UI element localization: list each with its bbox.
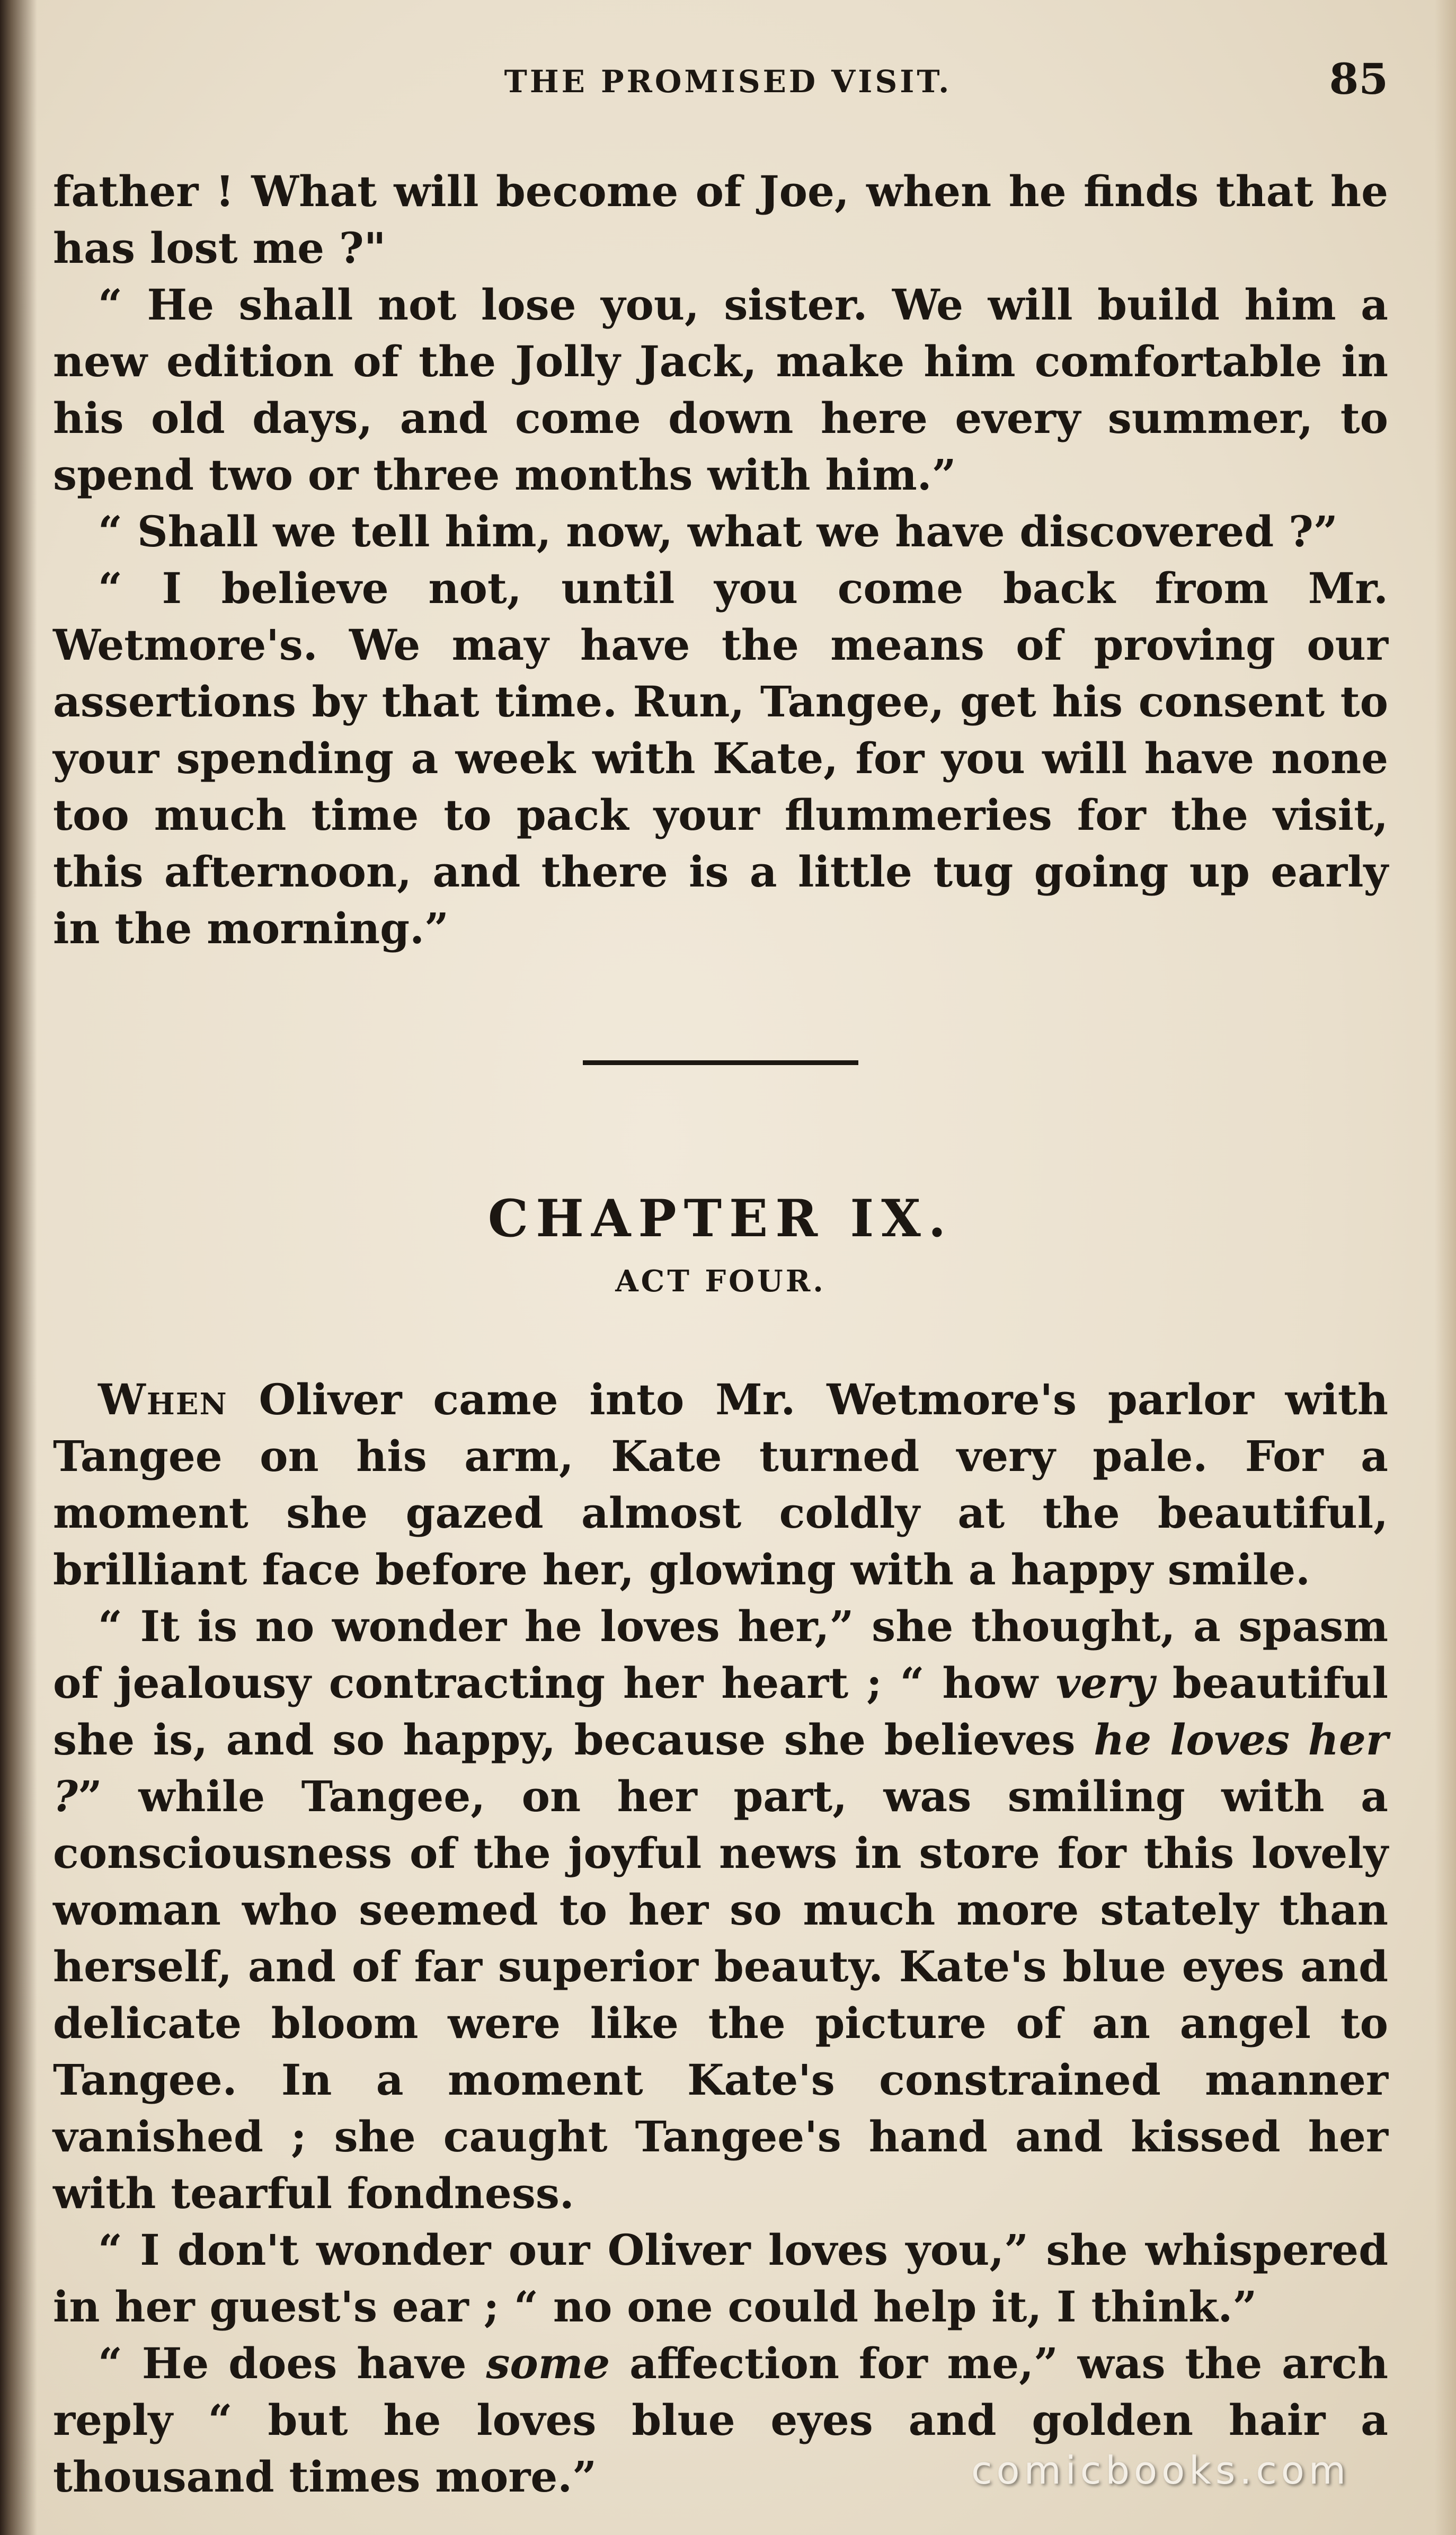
paragraph: father ! What will become of Joe, when he finds that he has lost me ?" bbox=[53, 166, 1388, 273]
paragraph-text: beautiful she is, and so happy, because she believes bbox=[53, 1658, 1388, 1765]
lead-word: When bbox=[98, 1375, 228, 1424]
page-edge bbox=[1435, 0, 1456, 2535]
paragraph-text: affection for me,” was the arch reply “ but he loves blue eyes and golden hair a thousand times more.” bbox=[53, 2338, 1388, 2502]
page-binding-shadow bbox=[0, 0, 37, 2535]
paragraph: “ I believe not, until you come back from Mr. Wetmore's. We may have the means of proving our assertions by that time. Run, Tangee, get his consent to your spending a week with Kate, for you will have none too much time to pack your flummeries for the visit, this afternoon, and there is a little tug going up early in the morning.” bbox=[53, 563, 1388, 953]
italic-text: some bbox=[486, 2338, 610, 2388]
italic-text: he loves her ? bbox=[53, 1715, 1388, 1821]
page-body bbox=[53, 163, 1388, 2505]
paragraph-text: “ He does have bbox=[98, 2338, 486, 2388]
paragraph-text: Oliver came into Mr. Wetmore's parlor with Tangee on his arm, Kate turned very pale. For a moment she gazed almost coldly at the beautiful, brilliant face before her, glowing with a happy smile. bbox=[53, 1375, 1388, 1594]
page-header bbox=[53, 54, 1403, 122]
paragraph: “ He shall not lose you, sister. We will build him a new edition of the Jolly Jack, make him comfortable in his old days, and come down here every summer, to spend two or three months with him.” bbox=[53, 280, 1388, 500]
paragraph-text: “ I don't wonder our Oliver loves you,” she whispered in her guest's ear ; “ no one could help it, I think.” bbox=[53, 2225, 1388, 2332]
paragraph-text: ” while Tangee, on her part, was smiling with a consciousness of the joyful news in store for this lovely woman who seemed to her so much more stately than herself, and of far superior beauty. Kate's blue eyes and delicate bloom were like the picture of an angel to Tangee. In a moment Kate's constrained manner vanished ; she caught Tangee's hand and kissed her with tearful fondness. bbox=[53, 1771, 1388, 2218]
chapter-subtitle: ACT FOUR. bbox=[615, 1264, 826, 1299]
chapter-title: CHAPTER IX. bbox=[487, 1189, 954, 1248]
running-head: THE PROMISED VISIT. bbox=[504, 64, 952, 100]
chapter-opening-paragraph bbox=[53, 1371, 1388, 1598]
italic-text: very bbox=[1055, 1658, 1155, 1708]
paragraph bbox=[53, 1598, 1388, 2222]
paragraph: “ Shall we tell him, now, what we have discovered ?” bbox=[98, 507, 1338, 556]
section-divider-rule bbox=[583, 1060, 858, 1065]
watermark: comicbooks.com bbox=[971, 2448, 1350, 2493]
paragraph-text: “ It is no wonder he loves her,” she thought, a spasm of jealousy contracting her heart ; “ how bbox=[53, 1601, 1388, 1708]
page-number: 85 bbox=[1329, 54, 1388, 104]
paragraph bbox=[53, 2222, 1388, 2335]
